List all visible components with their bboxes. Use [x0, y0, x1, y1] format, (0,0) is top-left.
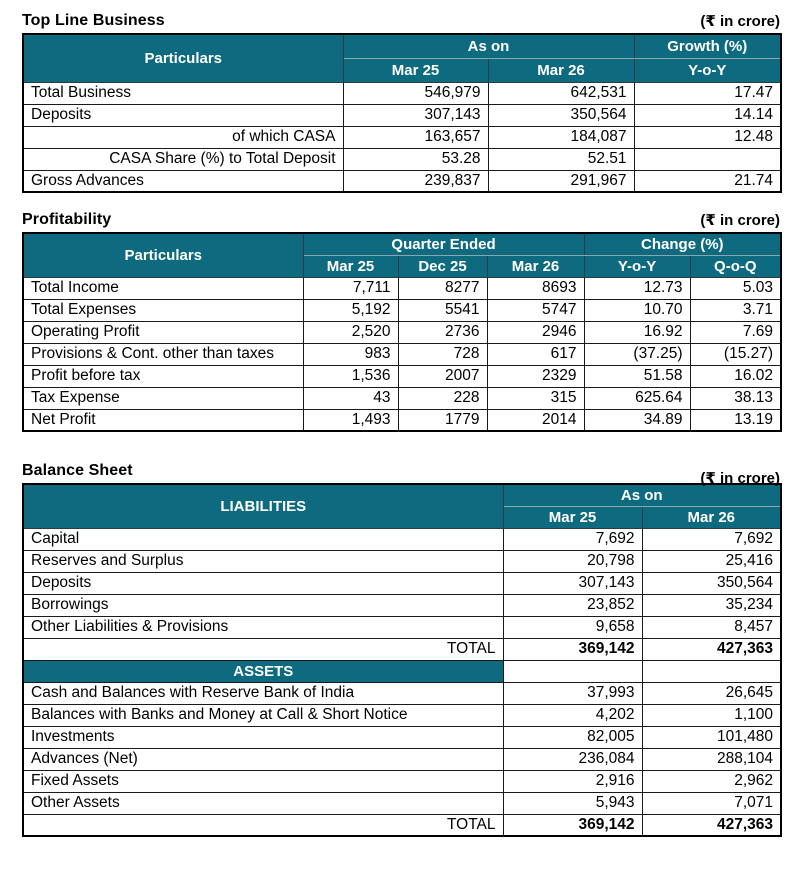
row-label: Borrowings — [23, 594, 503, 616]
table-body — [23, 277, 781, 431]
cell-value: 2,520 — [303, 321, 398, 343]
table-row — [23, 660, 781, 682]
cell-value: 5,943 — [503, 792, 642, 814]
cell-value: 350,564 — [488, 104, 634, 126]
cell-value: 1,100 — [642, 704, 781, 726]
section-title-row — [22, 462, 780, 487]
row-label: CASA Share (%) to Total Deposit — [23, 148, 343, 170]
cell-value: 307,143 — [343, 104, 488, 126]
row-label: Capital — [23, 528, 503, 550]
table-row — [23, 299, 781, 321]
cell-value: 14.14 — [634, 104, 781, 126]
table-row — [23, 682, 781, 704]
balance-sheet-table — [22, 483, 782, 837]
column-header-particulars: Particulars — [23, 34, 343, 82]
cell-value: 5541 — [398, 299, 487, 321]
cell-value: 291,967 — [488, 170, 634, 192]
row-label: Gross Advances — [23, 170, 343, 192]
table-row — [23, 704, 781, 726]
table-row — [23, 126, 781, 148]
table-row — [23, 792, 781, 814]
table-body — [23, 82, 781, 192]
column-header-liabilities: LIABILITIES — [23, 484, 503, 528]
unit-label: (₹ in crore) — [700, 212, 780, 229]
column-group-quarter-ended: Quarter Ended — [303, 233, 584, 255]
table-row — [23, 726, 781, 748]
table-row — [23, 638, 781, 660]
cell-value: 38.13 — [690, 387, 781, 409]
column-group-change: Change (%) — [584, 233, 781, 255]
cell-value: 3.71 — [690, 299, 781, 321]
table-row — [23, 814, 781, 836]
section-title-row — [22, 211, 780, 229]
cell-value: 1,536 — [303, 365, 398, 387]
table-row — [23, 321, 781, 343]
cell-value: 369,142 — [503, 814, 642, 836]
column-header-mar25: Mar 25 — [303, 255, 398, 277]
table-row — [23, 170, 781, 192]
cell-value — [642, 660, 781, 682]
cell-value — [503, 660, 642, 682]
table-row — [23, 277, 781, 299]
table-row — [23, 82, 781, 104]
row-label: Provisions & Cont. other than taxes — [23, 343, 303, 365]
cell-value: 82,005 — [503, 726, 642, 748]
cell-value: (15.27) — [690, 343, 781, 365]
row-label: TOTAL — [23, 814, 503, 836]
cell-value: 20,798 — [503, 550, 642, 572]
cell-value: 16.92 — [584, 321, 690, 343]
table-row — [23, 148, 781, 170]
column-header-mar26: Mar 26 — [642, 506, 781, 528]
table-row — [23, 387, 781, 409]
cell-value: 12.73 — [584, 277, 690, 299]
cell-value — [634, 148, 781, 170]
cell-value: 23,852 — [503, 594, 642, 616]
table-row — [23, 770, 781, 792]
row-label: Operating Profit — [23, 321, 303, 343]
cell-value: 2,962 — [642, 770, 781, 792]
row-label: TOTAL — [23, 638, 503, 660]
table-row — [23, 594, 781, 616]
column-header-yoy: Y-o-Y — [584, 255, 690, 277]
cell-value: 51.58 — [584, 365, 690, 387]
table-body — [23, 528, 781, 836]
cell-value: 7,711 — [303, 277, 398, 299]
cell-value: 5.03 — [690, 277, 781, 299]
cell-value: 184,087 — [488, 126, 634, 148]
table-row — [23, 365, 781, 387]
section-title: Top Line Business — [22, 12, 165, 29]
cell-value: 43 — [303, 387, 398, 409]
cell-value: 25,416 — [642, 550, 781, 572]
cell-value: 1,493 — [303, 409, 398, 431]
row-label: Advances (Net) — [23, 748, 503, 770]
row-label: Cash and Balances with Reserve Bank of India — [23, 682, 503, 704]
unit-label: (₹ in crore) — [700, 470, 780, 487]
table-row — [23, 550, 781, 572]
cell-value: 546,979 — [343, 82, 488, 104]
cell-value: 5,192 — [303, 299, 398, 321]
table-header — [23, 34, 781, 82]
cell-value: 2,916 — [503, 770, 642, 792]
row-label: Deposits — [23, 104, 343, 126]
profitability-section — [22, 211, 780, 432]
cell-value: 228 — [398, 387, 487, 409]
column-header-mar25: Mar 25 — [343, 58, 488, 82]
row-label: Total Income — [23, 277, 303, 299]
table-row — [23, 748, 781, 770]
cell-value: 7,692 — [503, 528, 642, 550]
column-header-qoq: Q-o-Q — [690, 255, 781, 277]
section-title: Balance Sheet — [22, 462, 133, 479]
column-group-as-on: As on — [343, 34, 634, 58]
row-label: Balances with Banks and Money at Call & Short Notice — [23, 704, 503, 726]
section-title: Profitability — [22, 211, 112, 228]
column-header-mar26: Mar 26 — [488, 58, 634, 82]
cell-value: 13.19 — [690, 409, 781, 431]
cell-value: 369,142 — [503, 638, 642, 660]
column-header-mar26: Mar 26 — [487, 255, 584, 277]
row-label: Tax Expense — [23, 387, 303, 409]
top-line-business-section — [22, 12, 780, 193]
cell-value: 7.69 — [690, 321, 781, 343]
cell-value: 239,837 — [343, 170, 488, 192]
row-label: Other Liabilities & Provisions — [23, 616, 503, 638]
assets-section-header: ASSETS — [23, 660, 503, 682]
cell-value: 9,658 — [503, 616, 642, 638]
cell-value: (37.25) — [584, 343, 690, 365]
table-row — [23, 572, 781, 594]
cell-value: 625.64 — [584, 387, 690, 409]
table-row — [23, 343, 781, 365]
cell-value: 8693 — [487, 277, 584, 299]
balance-sheet-section — [22, 462, 780, 837]
column-header-dec25: Dec 25 — [398, 255, 487, 277]
row-label: Investments — [23, 726, 503, 748]
cell-value: 34.89 — [584, 409, 690, 431]
cell-value: 350,564 — [642, 572, 781, 594]
cell-value: 53.28 — [343, 148, 488, 170]
table-row — [23, 104, 781, 126]
cell-value: 307,143 — [503, 572, 642, 594]
cell-value: 52.51 — [488, 148, 634, 170]
row-label: Reserves and Surplus — [23, 550, 503, 572]
table-row — [23, 528, 781, 550]
top-line-business-table — [22, 33, 782, 193]
cell-value: 2946 — [487, 321, 584, 343]
cell-value: 642,531 — [488, 82, 634, 104]
cell-value: 26,645 — [642, 682, 781, 704]
cell-value: 16.02 — [690, 365, 781, 387]
cell-value: 2736 — [398, 321, 487, 343]
cell-value: 35,234 — [642, 594, 781, 616]
column-header-particulars: Particulars — [23, 233, 303, 277]
cell-value: 8277 — [398, 277, 487, 299]
profitability-table — [22, 232, 782, 432]
cell-value: 236,084 — [503, 748, 642, 770]
column-group-growth: Growth (%) — [634, 34, 781, 58]
cell-value: 2007 — [398, 365, 487, 387]
cell-value: 315 — [487, 387, 584, 409]
row-label: Other Assets — [23, 792, 503, 814]
cell-value: 10.70 — [584, 299, 690, 321]
cell-value: 101,480 — [642, 726, 781, 748]
section-title-row — [22, 12, 780, 30]
cell-value: 5747 — [487, 299, 584, 321]
row-label: Fixed Assets — [23, 770, 503, 792]
column-group-as-on: As on — [503, 484, 781, 506]
cell-value: 2329 — [487, 365, 584, 387]
cell-value: 427,363 — [642, 638, 781, 660]
row-label: of which CASA — [23, 126, 343, 148]
cell-value: 427,363 — [642, 814, 781, 836]
table-row — [23, 409, 781, 431]
row-label: Total Expenses — [23, 299, 303, 321]
cell-value: 37,993 — [503, 682, 642, 704]
column-header-mar25: Mar 25 — [503, 506, 642, 528]
cell-value: 983 — [303, 343, 398, 365]
cell-value: 21.74 — [634, 170, 781, 192]
cell-value: 617 — [487, 343, 584, 365]
cell-value: 2014 — [487, 409, 584, 431]
table-header — [23, 484, 781, 528]
cell-value: 288,104 — [642, 748, 781, 770]
table-row — [23, 616, 781, 638]
cell-value: 17.47 — [634, 82, 781, 104]
cell-value: 728 — [398, 343, 487, 365]
cell-value: 4,202 — [503, 704, 642, 726]
row-label: Net Profit — [23, 409, 303, 431]
cell-value: 1779 — [398, 409, 487, 431]
row-label: Profit before tax — [23, 365, 303, 387]
unit-label: (₹ in crore) — [700, 13, 780, 30]
cell-value: 8,457 — [642, 616, 781, 638]
cell-value: 7,071 — [642, 792, 781, 814]
cell-value: 163,657 — [343, 126, 488, 148]
row-label: Total Business — [23, 82, 343, 104]
cell-value: 7,692 — [642, 528, 781, 550]
table-header — [23, 233, 781, 277]
column-header-yoy: Y-o-Y — [634, 58, 781, 82]
row-label: Deposits — [23, 572, 503, 594]
cell-value: 12.48 — [634, 126, 781, 148]
